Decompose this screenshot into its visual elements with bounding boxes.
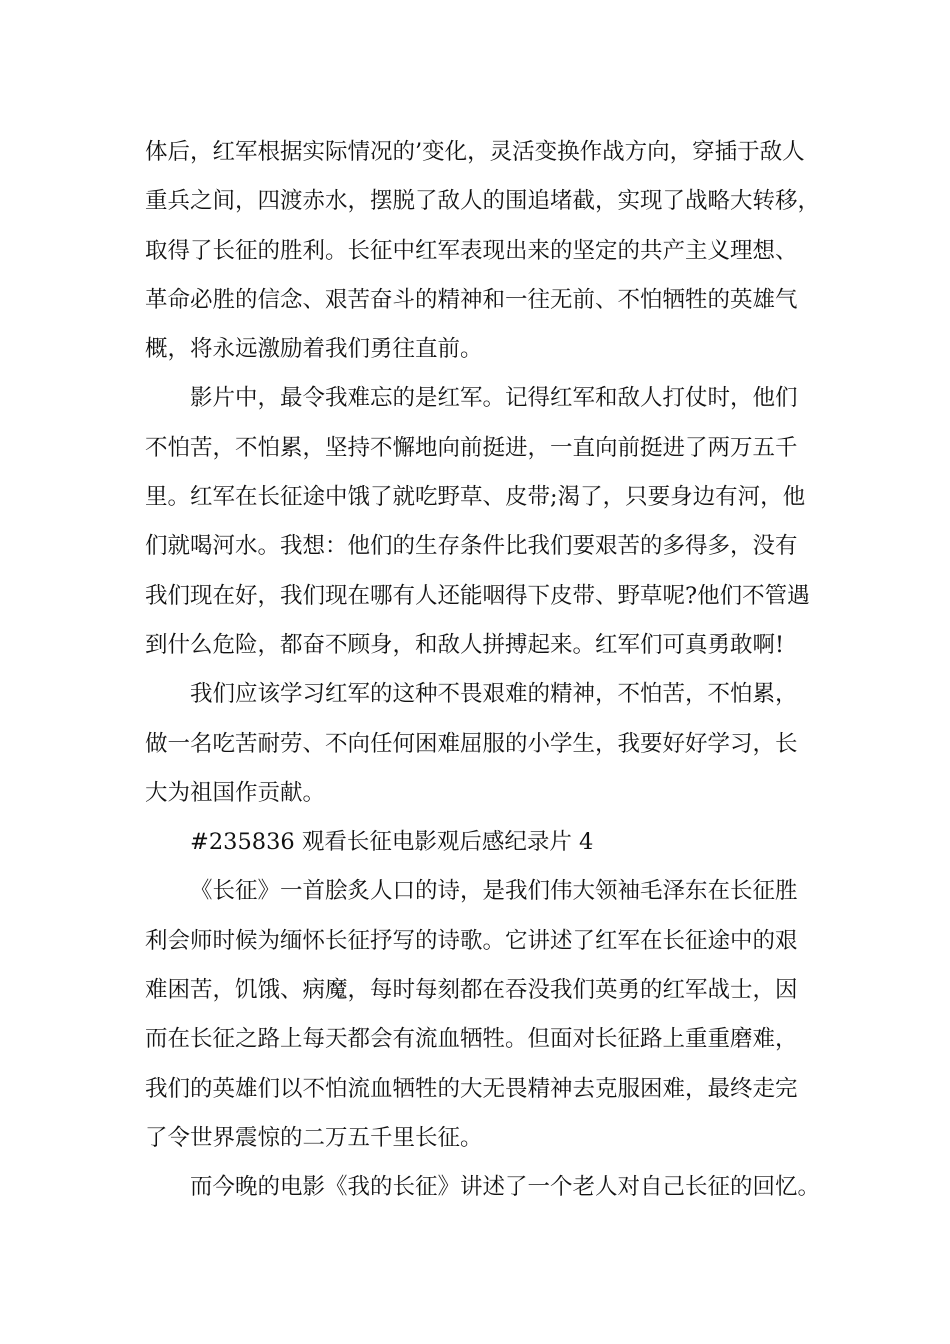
text-line: 我们的英雄们以不怕流血牺牲的大无畏精神去克服困难，最终走完 [145,1075,798,1102]
text-line: 而今晚的电影《我的长征》讲述了一个老人对自己长征的回忆。 [190,1174,821,1201]
text-line: 而在长征之路上每天都会有流血牺牲。但面对长征路上重重磨难， [145,1026,798,1053]
text-line: 《长征》一首脍炙人口的诗，是我们伟大领袖毛泽东在长征胜 [190,878,798,905]
text-line: 里。红军在长征途中饿了就吃野草、皮带;渴了，只要身边有河，他 [145,484,806,511]
text-line: 利会师时候为缅怀长征抒写的诗歌。它讲述了红军在长征途中的艰 [145,927,798,954]
section-heading: #235836 观看长征电影观后感纪录片 4 [190,829,594,856]
text-line: 不怕苦，不怕累，坚持不懈地向前挺进，一直向前挺进了两万五千 [145,434,798,461]
text-line: 革命必胜的信念、艰苦奋斗的精神和一往无前、不怕牺牲的英雄气 [145,286,798,313]
text-line: 们就喝河水。我想：他们的生存条件比我们要艰苦的多得多，没有 [145,533,798,560]
text-line: 了令世界震惊的二万五千里长征。 [145,1124,483,1151]
text-line: 取得了长征的胜利。长征中红军表现出来的坚定的共产主义理想、 [145,237,798,264]
text-line: 重兵之间，四渡赤水，摆脱了敌人的围追堵截，实现了战略大转移， [145,188,821,215]
document-body [145,128,825,1213]
text-line: 难困苦，饥饿、病魔，每时每刻都在吞没我们英勇的红军战士，因 [145,977,798,1004]
text-line: 我们应该学习红军的这种不畏艰难的精神，不怕苦，不怕累， [190,681,798,708]
text-line: 大为祖国作贡献。 [145,779,326,806]
text-line: 体后，红军根据实际情况的’变化，灵活变换作战方向，穿插于敌人 [145,139,805,165]
text-line: 概，将永远激励着我们勇往直前。 [145,336,483,363]
text-line: 做一名吃苦耐劳、不向任何困难屈服的小学生，我要好好学习，长 [145,730,798,757]
text-line: 到什么危险，都奋不顾身，和敌人拼搏起来。红军们可真勇敢啊! [145,631,785,658]
text-line: 我们现在好，我们现在哪有人还能咽得下皮带、野草呢?他们不管遇 [145,582,810,609]
text-line: 影片中，最令我难忘的是红军。记得红军和敌人打仗时，他们 [190,385,798,412]
